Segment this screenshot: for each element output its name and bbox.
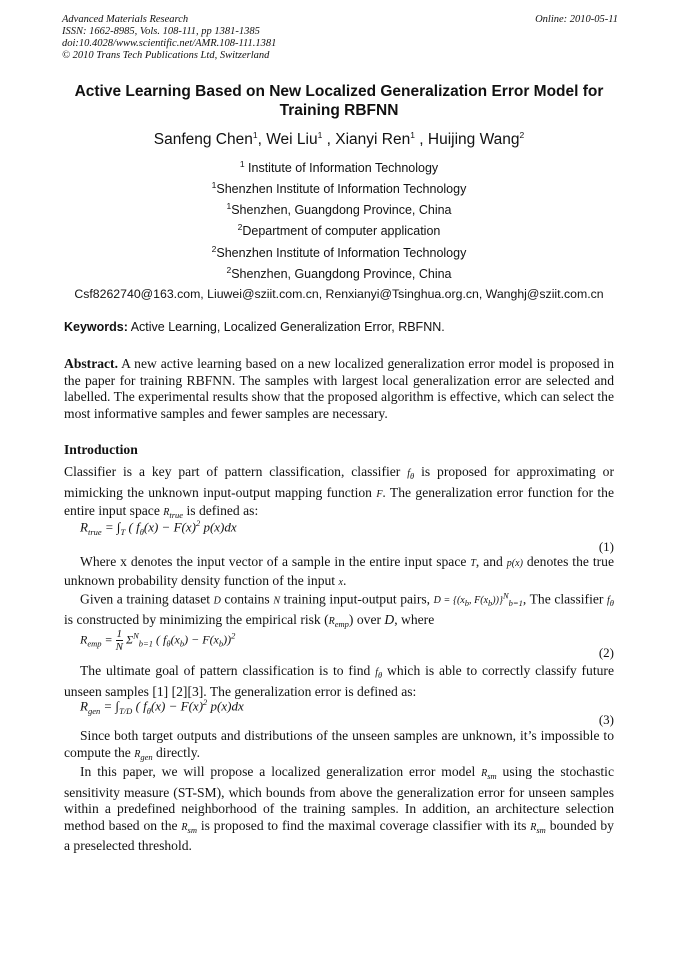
online-date: Online: 2010-05-11: [535, 14, 618, 25]
text-run: In this paper, we will propose a localized generalization error model: [80, 764, 482, 779]
abstract-label: Abstract.: [64, 356, 118, 371]
math-F: F: [376, 488, 383, 500]
affiliation-line: [0, 220, 678, 238]
paper-title: [50, 82, 628, 120]
text-run: is proposed to find the maximal coverage classifier with its: [196, 817, 531, 833]
math-p-x: p(x): [506, 558, 523, 569]
abstract-text: A new active learning based on a new localized generalization error model is proposed in the paper for training RBFNN. The samples with largest local generalization error are selected and labelled. The experimental results show that the proposed algorithm is effective, which can select the most informative samples and fewer samples are necessary.: [64, 356, 614, 421]
text-run: is constructed by minimizing the empirical risk (: [64, 611, 329, 627]
text-run: The ultimate goal of pattern classification is to find: [80, 663, 376, 678]
affiliation-text: Shenzhen Institute of Information Technology: [216, 246, 467, 261]
abstract: [64, 356, 614, 422]
affiliation-text: Shenzhen, Guangdong Province, China: [231, 203, 452, 218]
intro-paragraph-1: [64, 464, 614, 524]
intro-paragraph-3: [64, 588, 614, 632]
math-f-theta: $f_\theta$: [407, 468, 415, 481]
text-run: contains: [220, 591, 274, 607]
affiliation-line: [0, 178, 678, 196]
text-run: bounded by a preselected threshold.: [64, 817, 614, 853]
author-3-affil: 1: [410, 130, 415, 140]
text-run: . The generalization error function for the entire input space: [64, 484, 614, 518]
text-run: Where x denotes the input vector of a sample in the entire input space: [80, 554, 471, 569]
affiliation-text: Shenzhen, Guangdong Province, China: [231, 267, 452, 282]
text-run: ) over: [348, 611, 385, 627]
author-2-affil: 1: [317, 130, 323, 140]
intro-paragraph-6: [64, 764, 614, 855]
author-4: , Huijing Wang: [414, 131, 520, 149]
text-run: which is able to correctly classify future unseen samples [1] [2][3]. The generalization error is defined as:: [64, 663, 614, 699]
affiliation-sup: 1: [226, 201, 232, 211]
keywords-text: Active Learning, Localized Generalization Error, RBFNN.: [127, 320, 445, 334]
affiliation-text: Shenzhen Institute of Information Technology: [216, 182, 467, 197]
text-run: Since both target outputs and distributions of the unseen samples are unknown, it’s impossible to compute the: [64, 728, 614, 760]
keywords-label: Keywords:: [64, 320, 128, 334]
math-R-gen: $R_{gen}$: [134, 748, 153, 762]
text-run: Given a training dataset: [80, 591, 214, 607]
title-line-2: Training RBFNN: [279, 102, 399, 119]
affiliation-sup: 1: [239, 159, 245, 169]
text-run: , and: [475, 554, 507, 569]
affiliation-text: Department of computer application: [242, 224, 441, 239]
affiliation-line: [0, 199, 678, 217]
equation-number: (2): [598, 645, 614, 660]
text-run: , where: [394, 611, 435, 627]
math-R-emp: $R_{emp}$: [328, 615, 349, 629]
copyright-line: © 2010 Trans Tech Publications Ltd, Switzerland: [62, 50, 270, 61]
text-run: directly.: [152, 744, 201, 760]
affiliation-line: [0, 263, 678, 281]
doi-line: doi:10.4028/www.scientific.net/AMR.108-111.1381: [62, 38, 277, 49]
author-1-affil: 1: [252, 130, 258, 140]
affiliation-line: [0, 157, 678, 175]
math-f-theta: $f_\theta$: [375, 667, 383, 680]
math-x: x: [338, 576, 343, 588]
text-run: Classifier is a key part of pattern classification, classifier: [64, 464, 408, 479]
equation-1: $R_{true} = \int_T$ ( $f_\theta(x) - F(x)^2$ p(x)dx: [80, 518, 237, 537]
affiliation-text: Institute of Information Technology: [244, 161, 439, 176]
affiliation-line: [0, 242, 678, 260]
author-list: [0, 130, 678, 149]
math-N: N: [273, 595, 280, 607]
journal-header: [62, 14, 618, 62]
author-3: , Xianyi Ren: [322, 131, 411, 149]
equation-number: (1): [598, 539, 614, 554]
math-T: T: [470, 558, 476, 569]
affiliation-sup: 2: [226, 265, 232, 275]
keywords: [64, 320, 445, 334]
author-2: , Wei Liu: [257, 131, 318, 149]
equation-3: $R_{gen} = \int_{T/D}$ ( $f_\theta(x) - F(x)^2$ p(x)dx: [80, 697, 244, 716]
intro-paragraph-5: [64, 728, 614, 765]
math-dataset-def: $D = \{(x_b$, $F(x_b))\}^N_{b=1}$: [433, 591, 523, 609]
section-heading: Introduction: [64, 442, 138, 457]
title-line-1: Active Learning Based on New Localized Generalization Error Model for: [74, 83, 604, 100]
journal-name: Advanced Materials Research: [62, 14, 189, 25]
math-D: D: [384, 611, 395, 627]
affiliation-sup: 1: [211, 180, 217, 190]
text-run: , The classifier: [522, 591, 607, 607]
text-run: .: [342, 572, 347, 588]
author-emails: Csf8262740@163.com, Liuwei@sziit.com.cn, Renxianyi@Tsinghua.org.cn, Wanghj@sziit.com.cn: [74, 287, 604, 301]
math-D: D: [213, 595, 221, 607]
intro-paragraph-4: [64, 663, 614, 700]
text-run: is defined as:: [183, 503, 259, 518]
math-R-sm: $R_{sm}$: [181, 821, 197, 835]
equation-2: $R_{emp}$ = $\frac{1}{N}$ $\Sigma^N_{b=1}$ ( $f_\theta(x_b) - F(x_b))^2$: [80, 628, 236, 653]
math-R-sm: $R_{sm}$: [481, 768, 497, 781]
equation-number: (3): [598, 712, 614, 727]
affiliation-sup: 2: [237, 222, 243, 232]
affiliation-sup: 2: [211, 244, 217, 254]
intro-paragraph-2: [64, 554, 614, 591]
math-R-true: $R_{true}$: [163, 507, 184, 520]
author-1: Sanfeng Chen: [153, 131, 253, 149]
math-f-theta: $f_\theta$: [607, 595, 614, 609]
text-run: using the stochastic sensitivity measure (ST-SM), which bounds from above the generalization error for unseen samples within a predefined neighborhood of the training samples. In addition, an architecture selection method based on the: [64, 764, 614, 833]
text-run: is proposed for approximating or mimicking the unknown input-output mapping function: [64, 464, 614, 500]
math-R-sm: $R_{sm}$: [530, 821, 546, 835]
text-run: training input-output pairs,: [279, 591, 434, 607]
text-run: denotes the true unknown probability density function of the input: [64, 554, 614, 588]
author-4-affil: 2: [519, 130, 525, 140]
issn-line: ISSN: 1662-8985, Vols. 108-111, pp 1381-1385: [62, 26, 260, 37]
